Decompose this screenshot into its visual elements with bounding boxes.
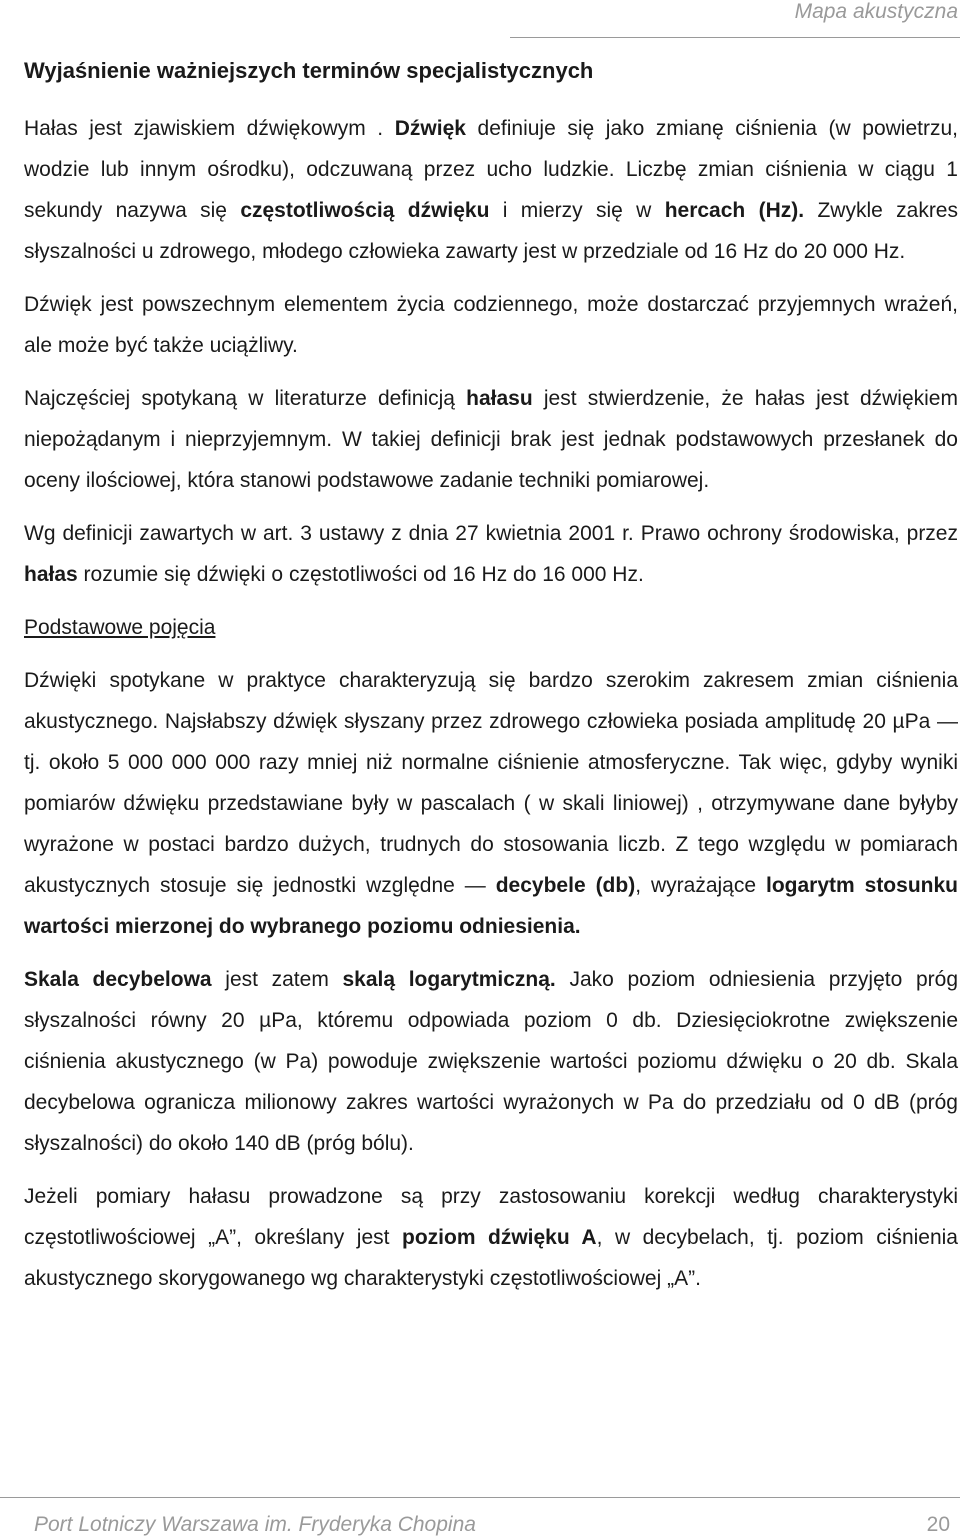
- bold-term: poziom dźwięku A: [402, 1226, 597, 1249]
- text: Zwykle zakres słyszalności u zdrowego, młodego człowieka zawarty jest w przedziale od 16 Hz do 20 000 Hz.: [24, 199, 958, 263]
- bold-term: częstotliwością dźwięku: [240, 199, 490, 222]
- bold-term: decybele (db): [495, 874, 636, 897]
- bold-term: hercach (Hz).: [664, 199, 805, 222]
- text: , wyrażające: [635, 874, 766, 897]
- text: Wg definicji zawartych w art. 3 ustawy z dnia 27 kwietnia 2001 r. Prawo ochrony środowiska, przez: [24, 522, 958, 545]
- header-rule: [510, 37, 960, 38]
- text: Najczęściej spotykaną w literaturze definicją: [24, 387, 467, 410]
- text: rozumie się dźwięki o częstotliwości od 16 Hz do 16 000 Hz.: [77, 563, 644, 586]
- text: Hałas jest zjawiskiem dźwiękowym .: [24, 117, 395, 140]
- bold-term: hałas: [24, 563, 78, 586]
- paragraph-decibels: [24, 660, 958, 947]
- bold-term: Dźwięk: [394, 117, 466, 140]
- footer-organization: Port Lotniczy Warszawa im. Fryderyka Chopina: [34, 1513, 476, 1536]
- text: Jako poziom odniesienia przyjęto próg słyszalności równy 20 µPa, któremu odpowiada poziom 0 db. Dziesięciokrotne zwiększenie ciśnienia akustycznego (w Pa) powoduje zwiększenie wartości poziomu dźwięku o 20 db. Skala decybelowa ogranicza milionowy zakres wartości wyrażonych w Pa do przedziału od 0 dB (próg słyszalności) do około 140 dB (próg bólu).: [24, 968, 958, 1155]
- paragraph-everyday-sound: Dźwięk jest powszechnym elementem życia codziennego, może dostarczać przyjemnych wrażeń, ale może być także uciążliwy.: [24, 293, 958, 357]
- text: Jeżeli pomiary hałasu prowadzone są przy zastosowaniu korekcji według charakterystyki częstotliwościowej „A”, określany jest: [24, 1185, 958, 1249]
- paragraph-decibel-scale: [24, 959, 958, 1164]
- bold-term: skalą logarytmiczną.: [342, 968, 556, 991]
- paragraph-definition-sound: [24, 108, 958, 272]
- header-title: Mapa akustyczna: [794, 0, 958, 23]
- bold-term: logarytm stosunku wartości mierzonej do wybranego poziomu odniesienia.: [24, 874, 958, 938]
- text: jest zatem: [211, 968, 343, 991]
- text: , w decybelach, tj. poziom ciśnienia akustycznego skorygowanego wg charakterystyki częstotliwościowej „A”.: [24, 1226, 958, 1290]
- paragraph-noise-definition: [24, 378, 958, 501]
- page-number: 20: [926, 1513, 950, 1536]
- section-heading: Wyjaśnienie ważniejszych terminów specjalistycznych: [24, 58, 594, 83]
- text: jest stwierdzenie, że hałas jest dźwiękiem niepożądanym i nieprzyjemnym. W takiej definicji brak jest jednak podstawowych przesłanek do oceny ilościowej, która stanowi podstawowe zadanie techniki pomiarowej.: [24, 387, 958, 492]
- subheading-basic-concepts: Podstawowe pojęcia: [24, 616, 216, 639]
- footer-rule: [0, 1497, 960, 1498]
- text: Dźwięki spotykane w praktyce charakteryzują się bardzo szerokim zakresem zmian ciśnienia akustycznego. Najsłabszy dźwięk słyszany przez zdrowego człowieka posiada amplitudę 20 µPa — tj. około 5 000 000 000 razy mniej niż normalne ciśnienie atmosferyczne. Tak więc, gdyby wyniki pomiarów dźwięku przedstawiane były w pascalach ( w skali liniowej) , otrzymywane dane byłyby wyrażone w postaci bardzo dużych, trudnych do stosowania liczb. Z tego względu w pomiarach akustycznych stosuje się jednostki względne —: [24, 669, 958, 897]
- document-body: [24, 54, 958, 1311]
- bold-term: Skala decybelowa: [24, 968, 212, 991]
- text: definiuje się jako zmianę ciśnienia (w powietrzu, wodzie lub innym ośrodku), odczuwaną przez ucho ludzkie. Liczbę zmian ciśnienia w ciągu 1 sekundy nazywa się: [24, 117, 958, 222]
- paragraph-legal-definition: [24, 513, 958, 595]
- paragraph-a-weighting: [24, 1176, 958, 1299]
- text: i mierzy się w: [489, 199, 665, 222]
- bold-term: hałasu: [466, 387, 533, 410]
